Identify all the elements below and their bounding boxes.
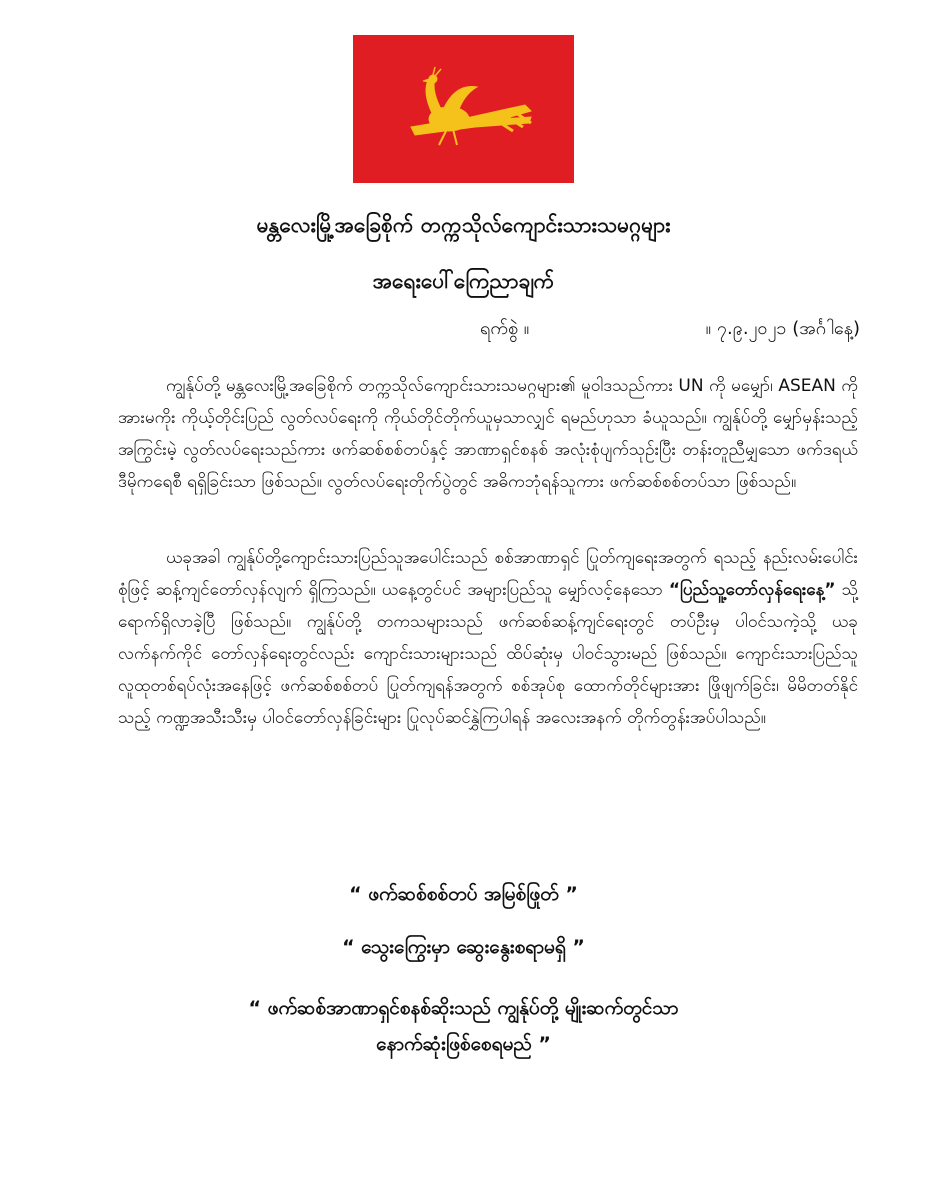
statement-title: မန္တလေးမြို့အခြေစိုက် တက္ကသိုလ်ကျောင်းသားသမဂ္ဂများ bbox=[256, 213, 671, 237]
slogan-2: “ သွေးကြွေးမှာ ဆွေးနွေးစရာမရှိ ” bbox=[342, 936, 585, 958]
body-paragraph-2 bbox=[118, 542, 858, 734]
slogan-3 bbox=[0, 990, 927, 1062]
date-value: ။ ၇.၉.၂၀၂၁ (အင်္ဂါနေ့) bbox=[705, 318, 860, 339]
date-line bbox=[480, 316, 860, 343]
peacock-flag-icon bbox=[353, 35, 574, 183]
paragraph-2-text-start: ယခုအခါ ကျွန်ုပ်တို့ကျောင်းသားပြည်သူအပေါင်းသည် စစ်အာဏာရှင် ပြုတ်ကျရေးအတွက် ရသည့် နည်းလမ်းပေါင်းစုံဖြင့် ဆန့်ကျင်တော်လှန်လျက် ရှိကြသည်။ ယနေ့တွင်ပင် အများပြည်သူ မျှော်လင့်နေသော bbox=[118, 548, 858, 600]
body-paragraph-1: ကျွန်ုပ်တို့ မန္တလေးမြို့အခြေစိုက် တက္ကသိုလ်ကျောင်းသားသမဂ္ဂများ၏ မူဝါဒသည်ကား UN ကို မမျှော်၊ ASEAN ကိုအားမကိုး ကိုယ့်တိုင်းပြည် လွတ်လပ်ရေးကို ကိုယ်တိုင်တိုက်ယူမှသာလျှင် ရမည်ဟုသာ ခံယူသည်။ ကျွန်ုပ်တို့ မျှော်မှန်းသည့် အကြွင်းမဲ့ လွတ်လပ်ရေးသည်ကား ဖက်ဆစ်စစ်တပ်နှင့် အာဏာရှင်စနစ် အလုံးစုံပျက်သုဉ်းပြီး တန်းတူညီမျှသော ဖက်ဒရယ်ဒီမိုကရေစီ ရရှိခြင်းသာ ဖြစ်သည်။ လွတ်လပ်ရေးတိုက်ပွဲတွင် အဓိကဘုံရန်သူကား ဖက်ဆစ်စစ်တပ်သာ ဖြစ်သည်။ bbox=[118, 376, 858, 492]
slogan-3-line-1: “ ဖက်ဆစ်အာဏာရှင်စနစ်ဆိုးသည် ကျွန်ုပ်တို့ မျိုးဆက်တွင်သာ bbox=[248, 997, 679, 1019]
paragraph-2-text-end: သို့ရောက်ရှိလာခဲ့ပြီ ဖြစ်သည်။ ကျွန်ုပ်တို့ တကသများသည် ဖက်ဆစ်ဆန့်ကျင်ရေးတွင် တပ်ဦးမှ ပါဝင်သကဲ့သို့ ယခုလက်နက်ကိုင် တော်လှန်ရေးတွင်လည်း ကျောင်းသားများသည် ထိပ်ဆုံးမှ ပါဝင်သွားမည် ဖြစ်သည်။ ကျောင်းသားပြည်သူ လူထုတစ်ရပ်လုံးအနေဖြင့် ဖက်ဆစ်စစ်တပ် ပြုတ်ကျရန်အတွက် စစ်အုပ်စု ထောက်တိုင်များအား ဖြိုဖျက်ခြင်း၊ မိမိတတ်နိုင်သည့် ကဏ္ဍအသီးသီးမှ ပါဝင်တော်လှန်ခြင်းများ ပြုလုပ်ဆင်နွှဲကြပါရန် အလေးအနက် တိုက်တွန်းအပ်ပါသည်။ bbox=[118, 580, 858, 728]
flag-background bbox=[353, 35, 574, 183]
date-label: ရက်စွဲ ။ bbox=[480, 318, 530, 339]
statement-subtitle: အရေးပေါ်ကြေညာချက် bbox=[372, 269, 555, 293]
slogan-3-line-2: နောက်ဆုံးဖြစ်စေရမည် ” bbox=[376, 1033, 551, 1055]
revolution-day-highlight: “ပြည်သူ့တော်လှန်ရေးနေ့” bbox=[668, 580, 836, 600]
slogan-1: “ ဖက်ဆစ်စစ်တပ် အမြစ်ဖြုတ် ” bbox=[349, 883, 578, 905]
